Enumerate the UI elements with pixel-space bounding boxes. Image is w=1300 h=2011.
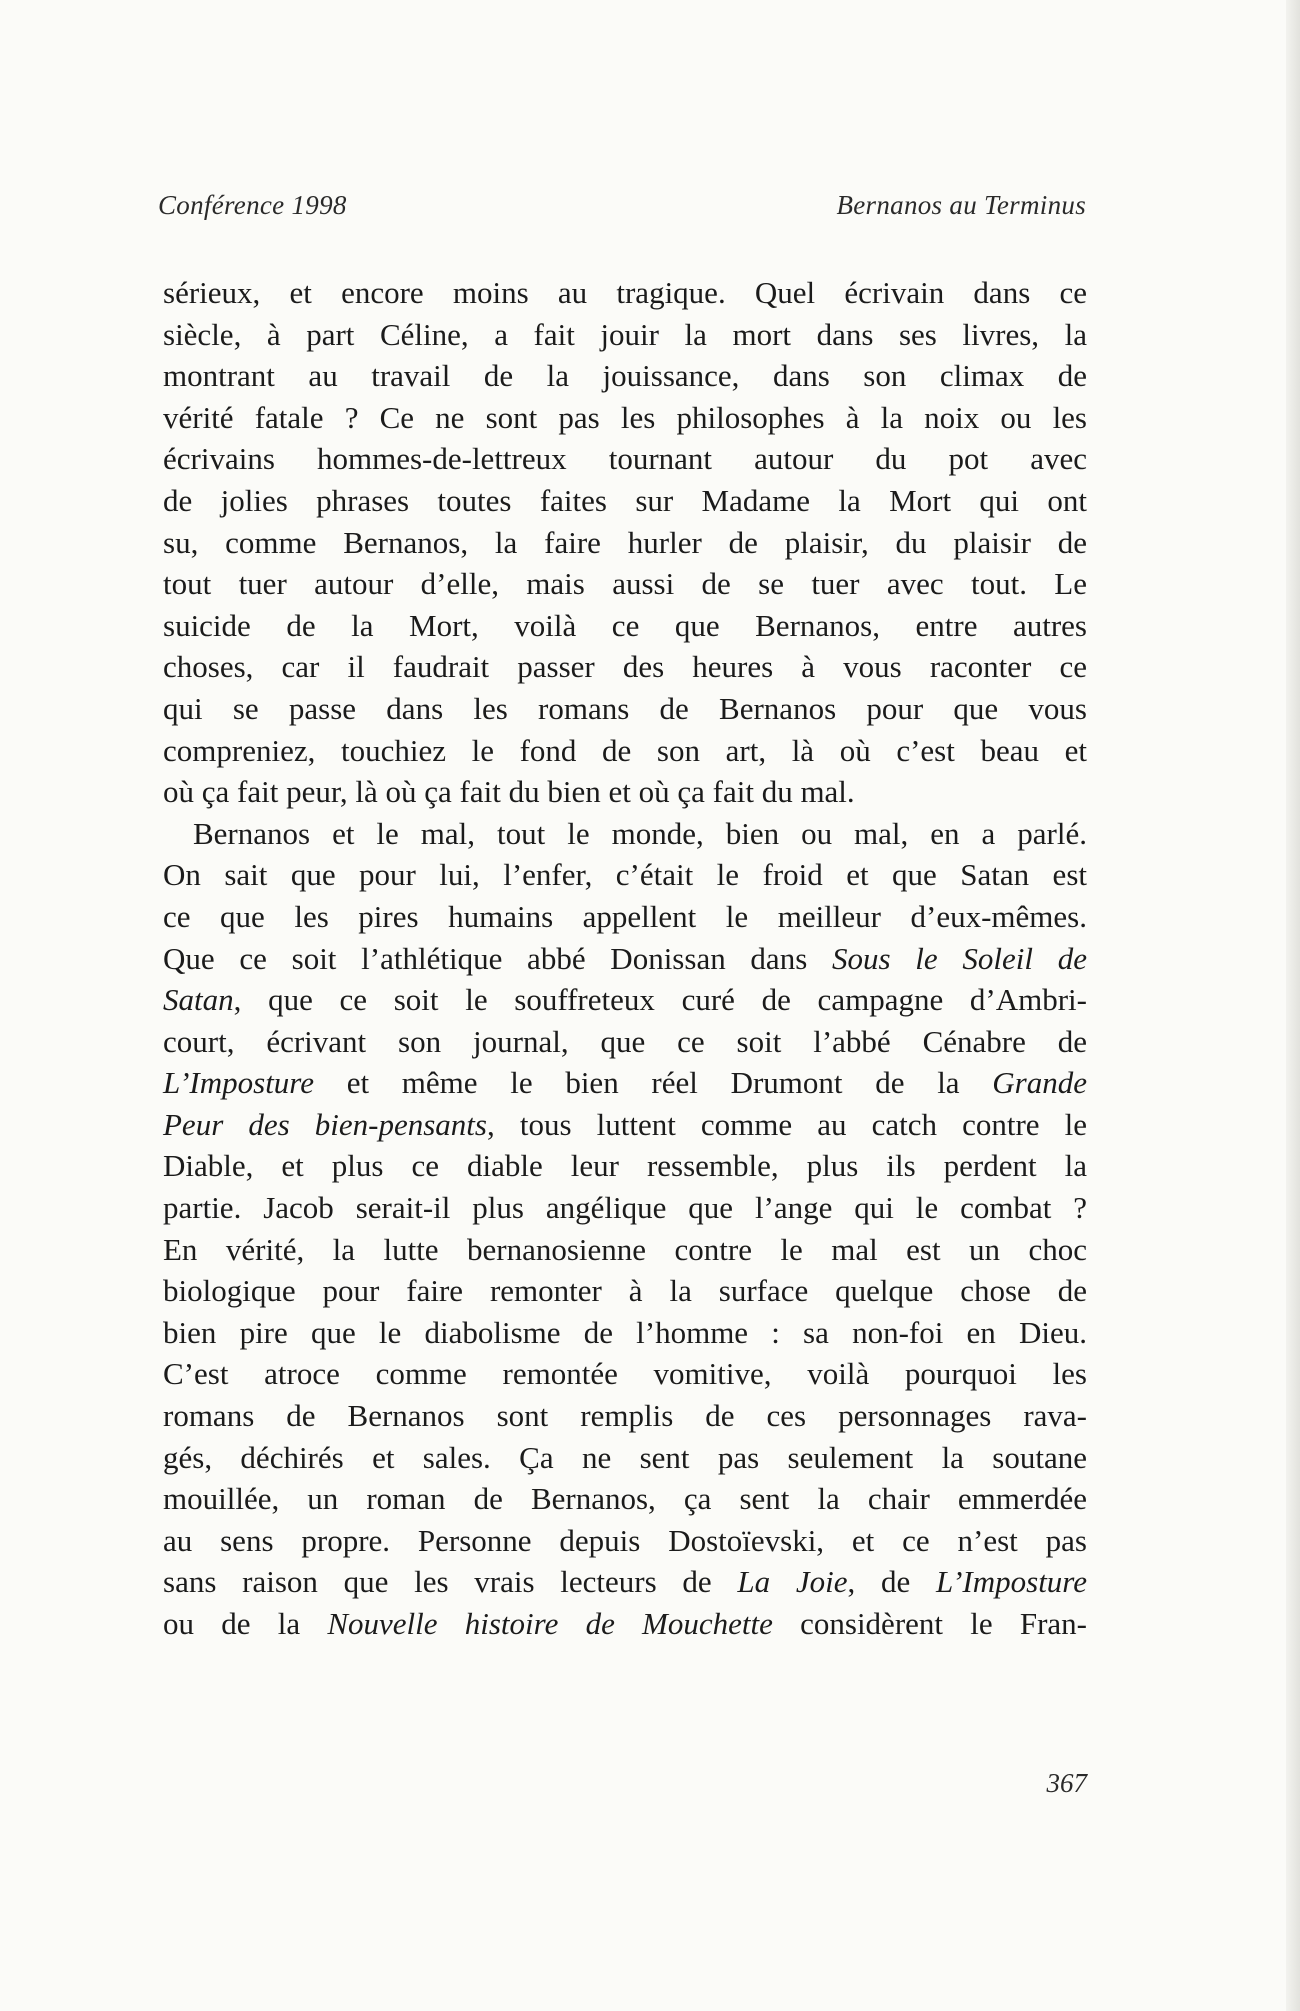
text-line: [163, 1229, 1087, 1271]
text-line: [163, 314, 1087, 356]
text-line: [163, 272, 1087, 314]
text-line: [163, 646, 1087, 688]
italic-title: L’Imposture: [163, 1065, 314, 1101]
text-run: sans raison que les vrais lecteurs de: [163, 1564, 738, 1600]
text-line: [163, 1478, 1087, 1520]
text-run: et même le bien réel Drumont de la: [313, 1065, 993, 1101]
text-line: [163, 563, 1087, 605]
text-run: compreniez, touchiez le fond de son art, là où c’est beau et: [163, 732, 1087, 768]
text-line: [163, 1312, 1087, 1354]
italic-title: Grande: [992, 1065, 1087, 1101]
text-run: , tous luttent comme au catch contre le: [486, 1106, 1088, 1142]
text-run: bien pire que le diabolisme de l’homme : sa non-foi en Dieu.: [163, 1314, 1087, 1350]
text-run: On sait que pour lui, l’enfer, c’était le froid et que Satan est: [163, 857, 1087, 893]
body-text: [163, 272, 1087, 1645]
text-run: su, comme Bernanos, la faire hurler de plaisir, du plaisir de: [163, 524, 1087, 560]
text-run: ou de la: [163, 1606, 328, 1641]
text-line: [163, 854, 1087, 896]
text-line: [163, 730, 1087, 772]
text-run: gés, déchirés et sales. Ça ne sent pas seulement la soutane: [163, 1439, 1087, 1475]
page-edge: [1286, 0, 1300, 2011]
text-line: [163, 1395, 1087, 1437]
text-run: qui se passe dans les romans de Bernanos pour que vous: [163, 690, 1087, 726]
text-line: [163, 355, 1087, 397]
text-run: Que ce soit l’athlétique abbé Donissan dans: [163, 940, 832, 976]
text-run: montrant au travail de la jouissance, dans son climax de: [163, 358, 1087, 394]
text-run: partie. Jacob serait-il plus angélique que l’ange qui le combat ?: [163, 1190, 1087, 1226]
text-line: [163, 813, 1087, 855]
text-line: [163, 688, 1087, 730]
text-line: [163, 1603, 1087, 1645]
text-line: [163, 1062, 1087, 1104]
text-run: , de: [847, 1564, 936, 1600]
text-run: Diable, et plus ce diable leur ressemble, plus ils perdent la: [163, 1148, 1087, 1184]
text-run: suicide de la Mort, voilà ce que Bernanos, entre autres: [163, 607, 1087, 643]
italic-title: Sous le Soleil de: [832, 940, 1087, 976]
paragraph: [163, 813, 1087, 1645]
text-run: tout tuer autour d’elle, mais aussi de se tuer avec tout. Le: [163, 566, 1087, 602]
running-head: [158, 190, 1086, 234]
text-line: [163, 938, 1087, 980]
text-run: Bernanos et le mal, tout le monde, bien ou mal, en a parlé.: [193, 815, 1087, 851]
text-line: [163, 1437, 1087, 1479]
running-head-right: Bernanos au Terminus: [836, 190, 1086, 220]
text-line: [163, 522, 1087, 564]
text-run: choses, car il faudrait passer des heures à vous raconter ce: [163, 649, 1087, 685]
text-run: sérieux, et encore moins au tragique. Quel écrivain dans ce: [163, 275, 1087, 310]
text-run: de jolies phrases toutes faites sur Madame la Mort qui ont: [163, 482, 1087, 518]
text-line: [163, 771, 1087, 813]
text-run: ce que les pires humains appellent le meilleur d’eux-mêmes.: [163, 898, 1087, 934]
text-line: [163, 1145, 1087, 1187]
italic-title: Satan: [163, 982, 234, 1018]
italic-title: Nouvelle histoire de Mouchette: [327, 1606, 773, 1641]
text-line: [163, 1187, 1087, 1229]
italic-title: L’Imposture: [936, 1564, 1087, 1600]
text-run: , que ce soit le souffreteux curé de campagne d’Ambri-: [233, 982, 1087, 1018]
italic-title: La Joie: [737, 1564, 848, 1600]
text-line: [163, 896, 1087, 938]
text-run: vérité fatale ? Ce ne sont pas les philosophes à la noix ou les: [163, 399, 1087, 435]
text-line: [163, 1561, 1087, 1603]
text-line: [163, 1520, 1087, 1562]
text-line: [163, 438, 1087, 480]
paragraph: [163, 272, 1087, 813]
text-run: où ça fait peur, là où ça fait du bien et où ça fait du mal.: [163, 774, 855, 810]
text-line: [163, 979, 1087, 1021]
text-run: En vérité, la lutte bernanosienne contre le mal est un choc: [163, 1231, 1087, 1267]
italic-title: Peur des bien-pensants: [163, 1106, 487, 1142]
page-number: 367: [1046, 1768, 1087, 1798]
text-line: [163, 1104, 1087, 1146]
running-head-left: Conférence 1998: [158, 190, 347, 220]
text-line: [163, 1353, 1087, 1395]
text-line: [163, 605, 1087, 647]
text-run: romans de Bernanos sont remplis de ces personnages rava-: [163, 1398, 1087, 1434]
text-line: [163, 1270, 1087, 1312]
text-line: [163, 397, 1087, 439]
text-run: court, écrivant son journal, que ce soit l’abbé Cénabre de: [163, 1023, 1087, 1059]
text-run: C’est atroce comme remontée vomitive, voilà pourquoi les: [163, 1356, 1087, 1392]
text-run: biologique pour faire remonter à la surface quelque chose de: [163, 1273, 1087, 1309]
text-run: écrivains hommes-de-lettreux tournant autour du pot avec: [163, 441, 1087, 477]
text-line: [163, 1021, 1087, 1063]
text-run: au sens propre. Personne depuis Dostoïevski, et ce n’est pas: [163, 1522, 1087, 1558]
text-run: siècle, à part Céline, a fait jouir la mort dans ses livres, la: [163, 316, 1087, 352]
text-run: mouillée, un roman de Bernanos, ça sent la chair emmerdée: [163, 1481, 1087, 1517]
text-line: [163, 480, 1087, 522]
text-run: considèrent le Fran-: [772, 1606, 1087, 1641]
